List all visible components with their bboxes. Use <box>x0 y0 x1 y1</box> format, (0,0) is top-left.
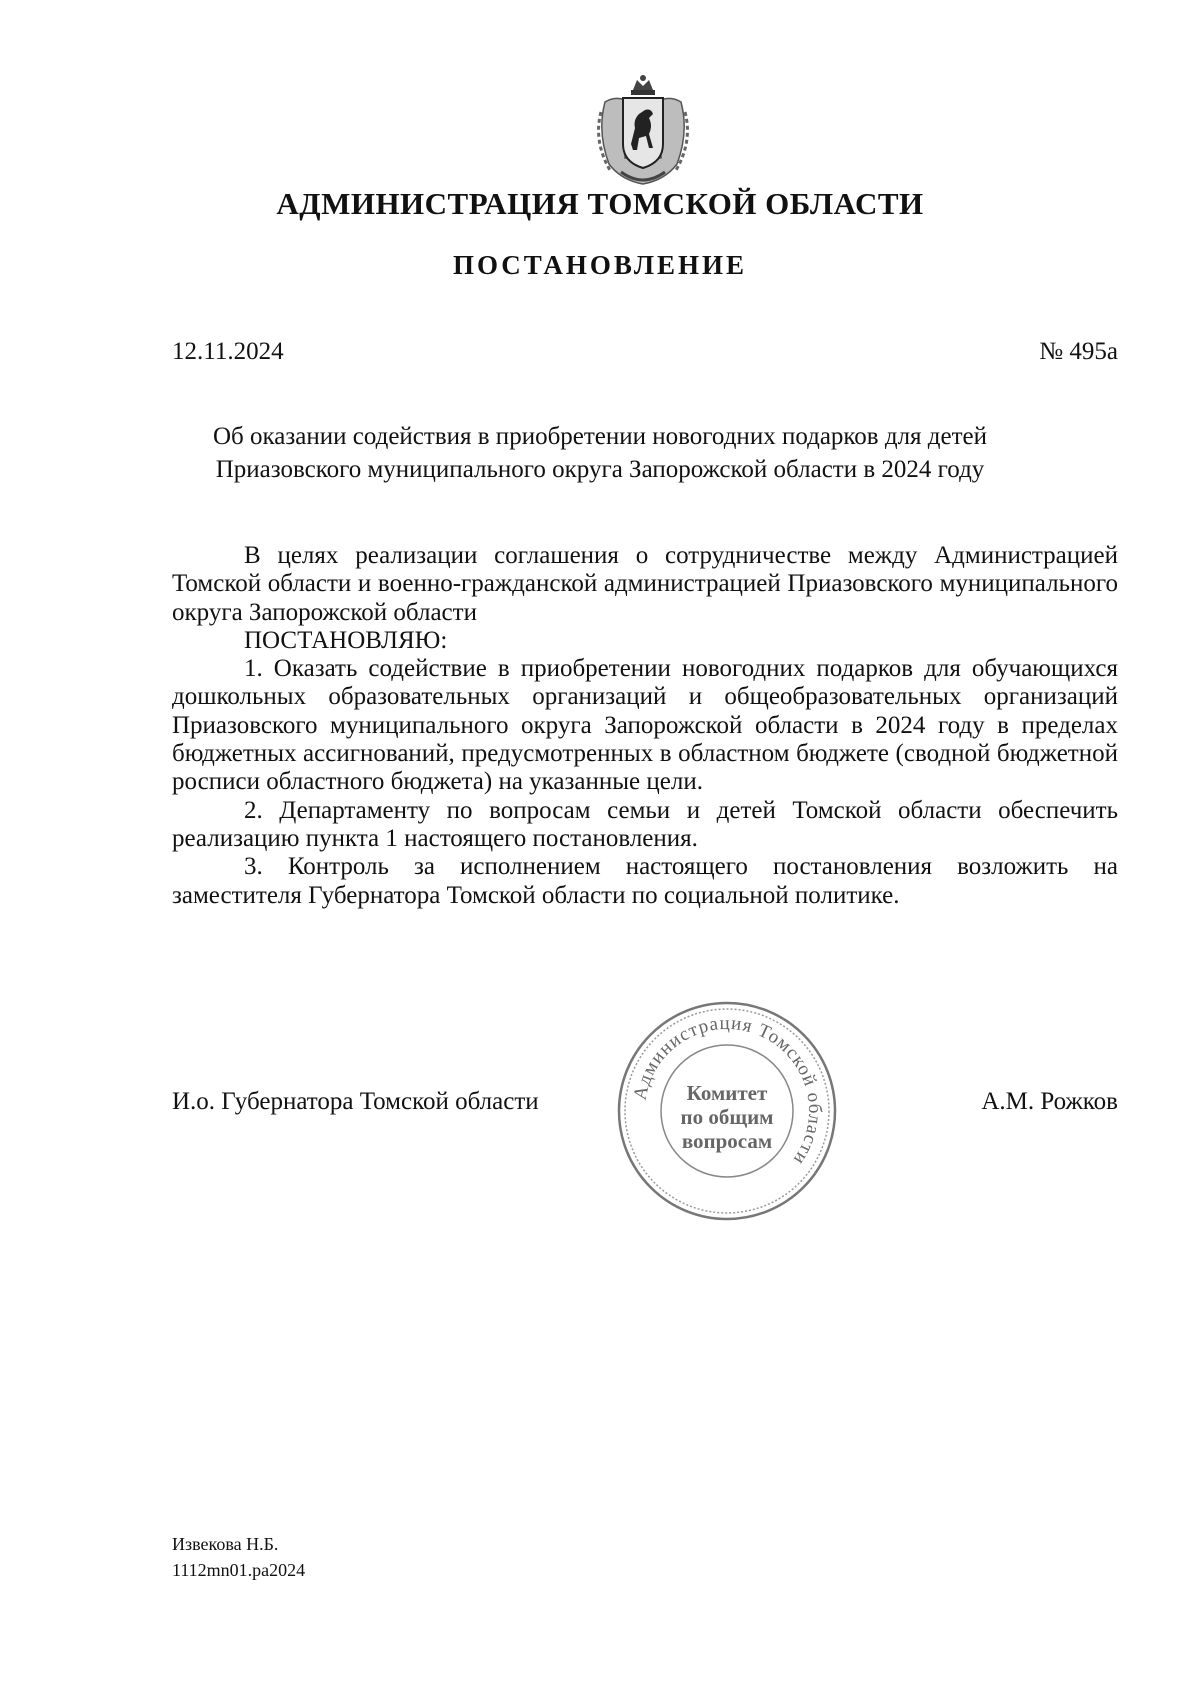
stamp-center-line-3: вопросам <box>681 1129 773 1153</box>
item-1-paragraph: 1. Оказать содействие в приобретении новогодних подарков для обучающихся дошкольных образовательных организаций и общеобразовательных организаций Приазовского муниципального округа Запорожской области в 2024 году в пределах бюджетных ассигнований, предусмотренных в областном бюджете (сводной бюджетной росписи областного бюджета) на указанные цели. <box>172 655 1118 796</box>
signatory-name: А.М. Рожков <box>981 1088 1118 1115</box>
document-number: № 495а <box>1039 338 1118 365</box>
document-type-title: ПОСТАНОВЛЕНИЕ <box>452 250 748 280</box>
stamp-ring-text: Администрация Томской области <box>629 1012 826 1170</box>
tomsk-coat-of-arms-icon <box>591 72 695 190</box>
organization-title: АДМИНИСТРАЦИЯ ТОМСКОЙ ОБЛАСТИ <box>276 186 924 221</box>
executor-name: Извекова Н.Б. <box>172 1534 279 1554</box>
official-stamp <box>614 998 840 1224</box>
document-subject <box>0 420 1200 486</box>
signatory-position: И.о. Губернатора Томской области <box>172 1088 539 1115</box>
stamp-center-line-1: Комитет <box>686 1081 768 1105</box>
file-code: 1112mn01.pa2024 <box>172 1560 306 1580</box>
document-date: 12.11.2024 <box>172 338 284 365</box>
item-3-paragraph: 3. Контроль за исполнением настоящего постановления возложить на заместителя Губернатора Томской области по социальной политике. <box>172 853 1118 909</box>
decree-word: ПОСТАНОВЛЯЮ: <box>244 626 448 654</box>
stamp-center-line-2: по общим <box>680 1105 774 1129</box>
document-body <box>172 542 1118 910</box>
document-footer <box>172 1531 305 1583</box>
subject-line-1: Об оказании содействия в приобретении новогодних подарков для детей <box>212 423 988 450</box>
subject-line-2: Приазовского муниципального округа Запорожской области в 2024 году <box>215 456 985 483</box>
preamble-paragraph: В целях реализации соглашения о сотрудничестве между Администрацией Томской области и военно-гражданской администрацией Приазовского муниципального округа Запорожской области <box>172 542 1118 626</box>
item-2-paragraph: 2. Департаменту по вопросам семьи и детей Томской области обеспечить реализацию пункта 1 настоящего постановления. <box>172 796 1118 852</box>
